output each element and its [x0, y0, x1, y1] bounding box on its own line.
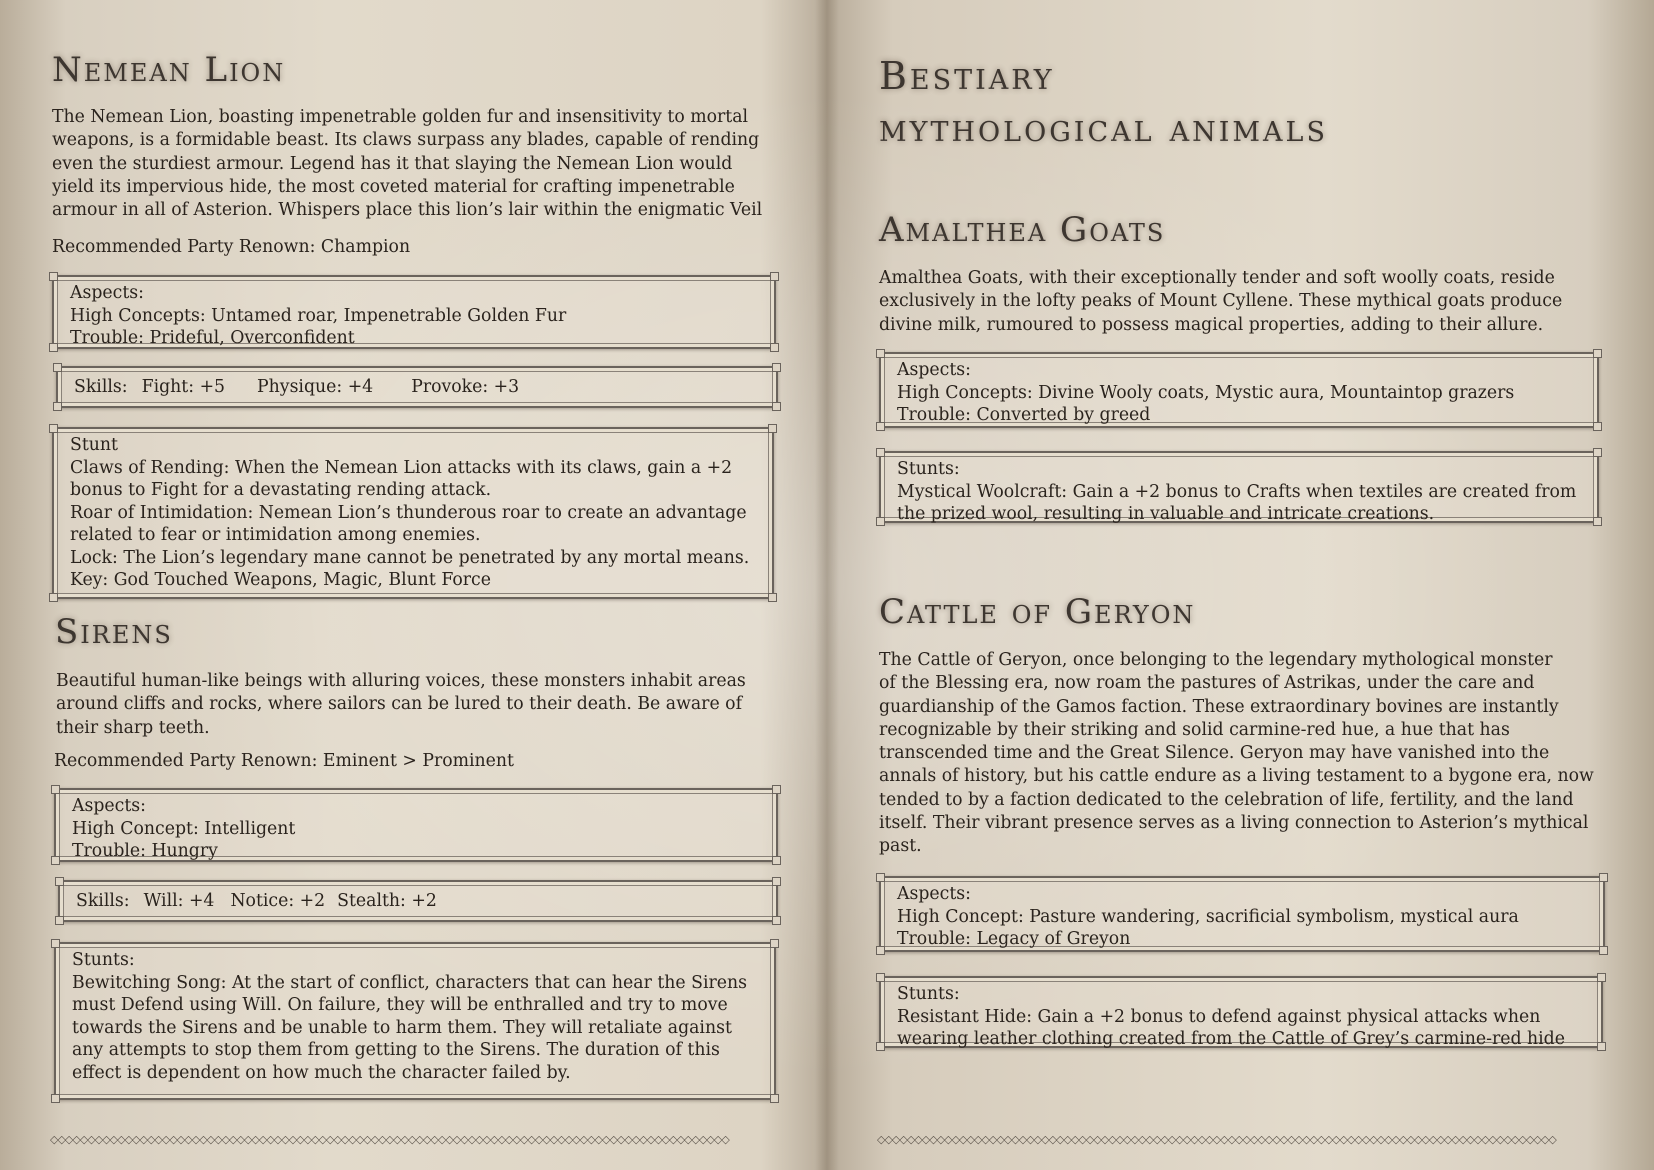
bestiary-subtitle: mythological animals [879, 106, 1328, 150]
amalthea-goats-description: Amalthea Goats, with their exceptionally tender and soft woolly coats, reside exclusively in the lofty peaks of Mount Cyllene. These mythical goats produce divine milk, rumoured to possess magical properties, adding to their allure. [879, 268, 1563, 335]
nemean-lion-skills-box [56, 366, 778, 408]
amalthea-goats-heading: Amalthea Goats [879, 210, 1166, 250]
sirens-skills: Skills: Will: +4 Notice: +2 Stealth: +2 [76, 891, 437, 911]
amalthea-aspects-box: Aspects: High Concepts: Divine Wooly coats, Mystic aura, Mountaintop grazers Trouble: Converted by greed [879, 352, 1599, 428]
bestiary-title: Bestiary [879, 54, 1055, 98]
nemean-lion-stunt-box: Stunt Claws of Rending: When the Nemean Lion attacks with its claws, gain a +2 bonus to Fight for a devastating rending attack. Roar of Intimidation: Nemean Lion’s thunderous roar to create an advantage related to fear or intimidation among enemies. Lock: The Lion’s legendary mane cannot be penetrated by any mortal means. Key: God Touched Weapons, Magic, Blunt Force [52, 427, 774, 599]
cattle-of-geryon-heading: Cattle of Geryon [879, 592, 1196, 632]
sirens-aspects-box: Aspects: High Concept: Intelligent Trouble: Hungry [54, 788, 778, 862]
left-footer-ornament: ◇◇◇◇◇◇◇◇◇◇◇◇◇◇◇◇◇◇◇◇◇◇◇◇◇◇◇◇◇◇◇◇◇◇◇◇◇◇◇◇◇◇◇◇◇◇◇◇◇◇◇◇◇◇◇◇◇◇◇◇◇◇◇◇◇◇◇◇◇◇◇◇◇◇◇◇◇◇◇◇◇◇◇◇◇◇◇◇◇◇◇ [50, 1135, 729, 1145]
right-page [827, 0, 1654, 1170]
nemean-lion-heading: Nemean Lion [52, 50, 286, 90]
nemean-lion-aspects-box: Aspects: High Concepts: Untamed roar, Impenetrable Golden Fur Trouble: Prideful, Overconfident [52, 275, 776, 349]
cattle-of-geryon-description: The Cattle of Geryon, once belonging to the legendary mythological monster of the Blessing era, now roam the pastures of Astrikas, under the care and guardianship of the Gamos faction. These extraordinary bovines are instantly recognizable by their striking and solid carmine-red hue, a hue that has transcended time and the Great Silence. Geryon may have vanished into the annals of history, but his cattle endure as a living testament to a bygone era, now tended to by a faction dedicated to the celebration of life, fertility, and the land itself. Their vibrant presence serves as a living connection to Asterion’s mythical past. [879, 650, 1594, 857]
nemean-lion-description: The Nemean Lion, boasting impenetrable golden fur and insensitivity to mortal weapons, is a formidable beast. Its claws surpass any blades, capable of rending even the sturdiest armour. Legend has it that slaying the Nemean Lion would yield its impervious hide, the most coveted material for crafting impenetrable armour in all of Asterion. Whispers place this lion’s lair within the enigmatic Veil [52, 107, 763, 221]
sirens-renown: Recommended Party Renown: Eminent > Prominent [54, 751, 514, 771]
geryon-stunts-box: Stunts: Resistant Hide: Gain a +2 bonus to defend against physical attacks when wearing leather clothing created from the Cattle of Grey’s carmine-red hide [879, 976, 1603, 1048]
sirens-heading: Sirens [55, 612, 173, 652]
nemean-lion-renown: Recommended Party Renown: Champion [52, 237, 411, 257]
geryon-aspects-box: Aspects: High Concept: Pasture wandering, sacrificial symbolism, mystical aura Trouble: Legacy of Greyon [879, 876, 1605, 952]
amalthea-stunts-box: Stunts: Mystical Woolcraft: Gain a +2 bonus to Crafts when textiles are created from the prized wool, resulting in valuable and intricate creations. [879, 451, 1599, 523]
sirens-stunts-box: Stunts: Bewitching Song: At the start of conflict, characters that can hear the Sirens must Defend using Will. On failure, they will be enthralled and try to move towards the Sirens and be unable to harm them. They will retaliate against any attempts to stop them from getting to the Sirens. The duration of this effect is dependent on how much the character failed by. [54, 942, 776, 1100]
right-footer-ornament: ◇◇◇◇◇◇◇◇◇◇◇◇◇◇◇◇◇◇◇◇◇◇◇◇◇◇◇◇◇◇◇◇◇◇◇◇◇◇◇◇◇◇◇◇◇◇◇◇◇◇◇◇◇◇◇◇◇◇◇◇◇◇◇◇◇◇◇◇◇◇◇◇◇◇◇◇◇◇◇◇◇◇◇◇◇◇◇◇◇◇◇ [877, 1135, 1556, 1145]
nemean-lion-skills: Skills: Fight: +5 Physique: +4 Provoke: +3 [74, 377, 520, 397]
sirens-description: Beautiful human-like beings with alluring voices, these monsters inhabit areas around cliffs and rocks, where sailors can be lured to their death. Be aware of their sharp teeth. [56, 671, 746, 738]
sirens-skills-box [58, 880, 778, 922]
